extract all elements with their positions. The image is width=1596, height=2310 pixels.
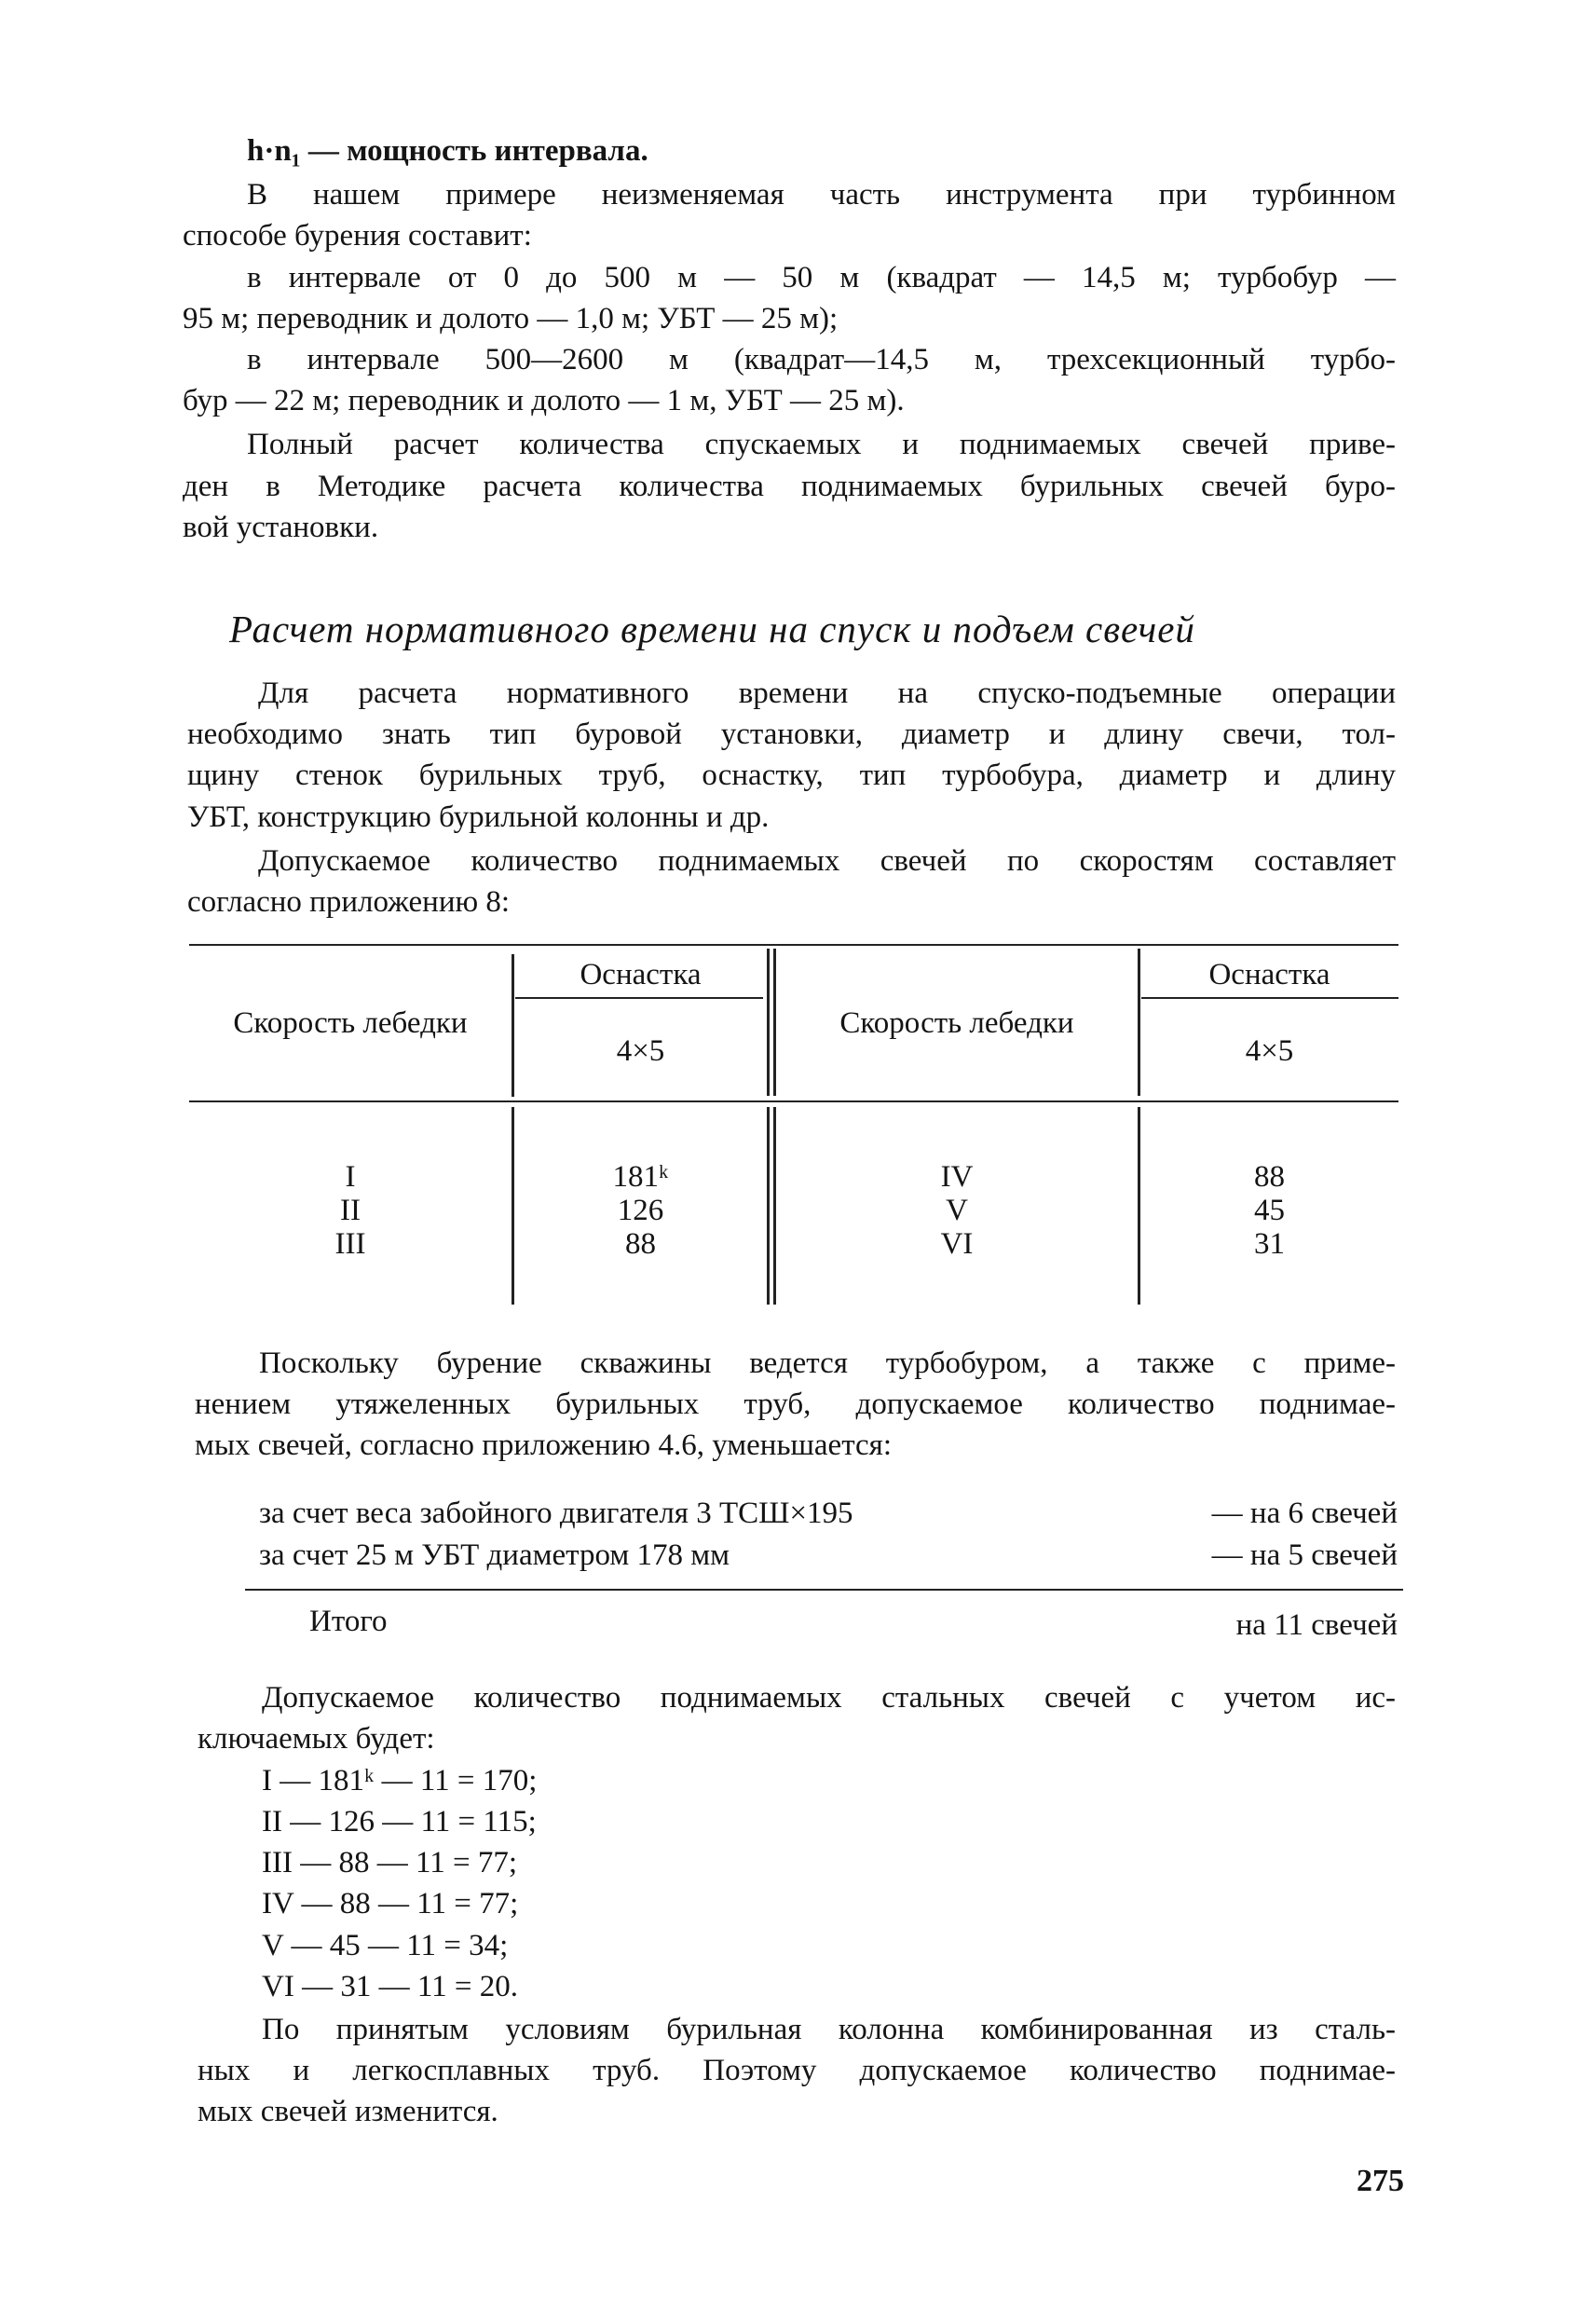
table-cell: 88 bbox=[625, 1227, 656, 1261]
reduction-label: за счет 25 м УБТ диаметром 178 мм bbox=[259, 1538, 730, 1572]
paragraph-line: ден в Методике расчета количества поднимаемых бурильных свечей буро- bbox=[183, 470, 1396, 503]
paragraph-line: в интервале от 0 до 500 м — 50 м (квадрат — 14,5 м; турбобур — bbox=[247, 261, 1396, 294]
table-cell: III bbox=[334, 1227, 366, 1261]
table-cell: 88 bbox=[1254, 1160, 1285, 1194]
paragraph-line: необходимо знать тип буровой установки, диаметр и длину свечи, тол- bbox=[187, 718, 1396, 751]
paragraph-line: мых свечей изменится. bbox=[198, 2095, 498, 2128]
section-heading: Расчет нормативного времени на спуск и подъем свечей bbox=[229, 608, 1195, 650]
total-value: на 11 свечей bbox=[1235, 1608, 1398, 1642]
paragraph-line: Допускаемое количество поднимаемых свечей по скоростям составляет bbox=[258, 844, 1396, 878]
calculation-line: I — 181ᵏ — 11 = 170; bbox=[262, 1764, 538, 1797]
paragraph-line: Полный расчет количества спускаемых и поднимаемых свечей приве- bbox=[247, 428, 1396, 461]
header-rigging: Оснастка bbox=[580, 958, 702, 991]
paragraph-line: По принятым условиям бурильная колонна комбинированная из сталь- bbox=[262, 2013, 1396, 2046]
page-number: 275 bbox=[1357, 2164, 1404, 2198]
table-top-rule bbox=[189, 944, 1398, 946]
table-cell: 45 bbox=[1254, 1194, 1285, 1227]
header-rigging-sub: 4×5 bbox=[1245, 1034, 1294, 1068]
calculation-line: III — 88 — 11 = 77; bbox=[262, 1846, 518, 1879]
header-speed: Скорость лебедки bbox=[839, 1006, 1074, 1040]
paragraph-line: щину стенок бурильных труб, оснастку, тип турбобура, диаметр и длину bbox=[187, 759, 1396, 792]
header-rigging-sub: 4×5 bbox=[616, 1034, 665, 1068]
paragraph-line: Для расчета нормативного времени на спуско-подъемные операции bbox=[258, 677, 1396, 710]
paragraph-line: ключаемых будет: bbox=[198, 1722, 435, 1756]
paragraph-line: УБТ, конструкцию бурильной колонны и др. bbox=[187, 800, 770, 834]
calculation-line: VI — 31 — 11 = 20. bbox=[262, 1970, 518, 2003]
total-rule bbox=[245, 1589, 1403, 1591]
calculation-line: II — 126 — 11 = 115; bbox=[262, 1805, 537, 1838]
paragraph-line: вой установки. bbox=[183, 511, 379, 544]
reduction-value: — на 6 свечей bbox=[1211, 1497, 1398, 1530]
paragraph-line: 95 м; переводник и долото — 1,0 м; УБТ — 25 м); bbox=[183, 302, 839, 335]
calculation-line: V — 45 — 11 = 34; bbox=[262, 1929, 509, 1962]
header-rigging: Оснастка bbox=[1208, 958, 1330, 991]
table-header-rule bbox=[189, 1100, 1398, 1102]
reduction-label: за счет веса забойного двигателя 3 ТСШ×195 bbox=[259, 1497, 853, 1530]
calculation-line: IV — 88 — 11 = 77; bbox=[262, 1887, 519, 1920]
table-cell: V bbox=[946, 1194, 968, 1227]
paragraph-line: согласно приложению 8: bbox=[187, 885, 511, 919]
table-cell: 181ᵏ bbox=[612, 1160, 669, 1194]
paragraph-line: нением утяжеленных бурильных труб, допускаемое количество поднимае- bbox=[195, 1387, 1396, 1421]
paragraph-line: мых свечей, согласно приложению 4.6, уменьшается: bbox=[195, 1428, 893, 1462]
paragraph-line: способе бурения составит: bbox=[183, 219, 532, 253]
paragraph-line: В нашем примере неизменяемая часть инструмента при турбинном bbox=[247, 178, 1396, 212]
header-speed: Скорость лебедки bbox=[233, 1006, 468, 1040]
table-cell: II bbox=[340, 1194, 361, 1227]
table-column-divider bbox=[767, 949, 770, 1096]
table-cell: VI bbox=[940, 1227, 974, 1261]
reduction-value: — на 5 свечей bbox=[1211, 1538, 1398, 1572]
table-subheader-rule bbox=[515, 997, 763, 999]
paragraph-line: Допускаемое количество поднимаемых стальных свечей с учетом ис- bbox=[262, 1681, 1396, 1715]
table-subheader-rule bbox=[1141, 997, 1398, 999]
table-cell: I bbox=[345, 1160, 356, 1194]
table-cell: 31 bbox=[1254, 1227, 1285, 1261]
table-cell: 126 bbox=[617, 1194, 664, 1227]
paragraph-line: в интервале 500—2600 м (квадрат—14,5 м, трехсекционный турбо- bbox=[247, 343, 1396, 376]
table-cell: IV bbox=[940, 1160, 974, 1194]
definition-line: h·n₁ — мощность интервала. bbox=[247, 134, 648, 168]
total-label: Итого bbox=[309, 1605, 388, 1638]
table-column-divider bbox=[767, 1107, 770, 1305]
paragraph-line: бур — 22 м; переводник и долото — 1 м, УБТ — 25 м). bbox=[183, 384, 905, 417]
paragraph-line: ных и легкосплавных труб. Поэтому допускаемое количество поднимае- bbox=[198, 2054, 1396, 2087]
paragraph-line: Поскольку бурение скважины ведется турбобуром, а также с приме- bbox=[259, 1346, 1396, 1380]
